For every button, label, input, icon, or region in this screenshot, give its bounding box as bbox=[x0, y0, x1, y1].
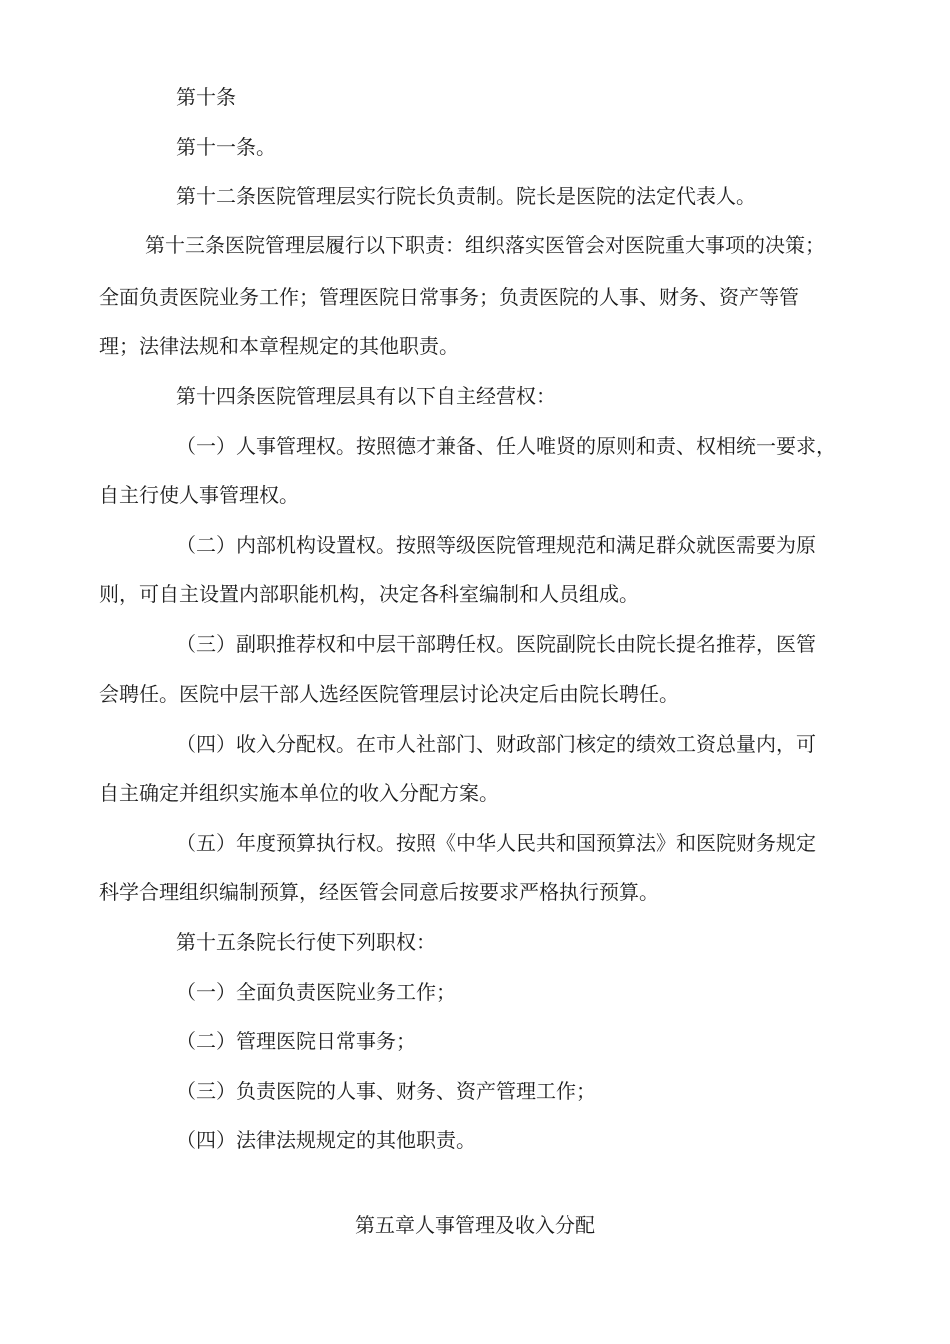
article-15-item-1: （一）全面负责医院业务工作； bbox=[176, 980, 456, 1004]
item-3-line-2: 会聘任。医院中层干部人选经医院管理层讨论决定后由院长聘任。 bbox=[99, 682, 679, 706]
item-3-line-1: （三）副职推荐权和中层干部聘任权。医院副院长由院长提名推荐，医管 bbox=[176, 632, 816, 656]
item-4-line-1: （四）收入分配权。在市人社部门、财政部门核定的绩效工资总量内，可 bbox=[176, 732, 816, 756]
article-12: 第十二条医院管理层实行院长负责制。院长是医院的法定代表人。 bbox=[176, 184, 756, 208]
article-10: 第十条 bbox=[176, 85, 236, 109]
item-5-line-2: 科学合理组织编制预算，经医管会同意后按要求严格执行预算。 bbox=[99, 880, 659, 904]
article-13-line-3: 理；法律法规和本章程规定的其他职责。 bbox=[99, 334, 459, 358]
article-15-item-3: （三）负责医院的人事、财务、资产管理工作； bbox=[176, 1079, 596, 1103]
item-1-line-2: 自主行使人事管理权。 bbox=[99, 483, 299, 507]
item-4-line-2: 自主确定并组织实施本单位的收入分配方案。 bbox=[99, 781, 499, 805]
article-13-line-2: 全面负责医院业务工作；管理医院日常事务；负责医院的人事、财务、资产等管 bbox=[99, 285, 799, 309]
chapter-heading: 第五章人事管理及收入分配 bbox=[355, 1213, 595, 1237]
article-11: 第十一条。 bbox=[176, 135, 276, 159]
article-14: 第十四条医院管理层具有以下自主经营权： bbox=[176, 384, 556, 408]
item-1-line-1: （一）人事管理权。按照德才兼备、任人唯贤的原则和责、权相统一要求， bbox=[176, 434, 836, 458]
item-2-line-2: 则，可自主设置内部职能机构，决定各科室编制和人员组成。 bbox=[99, 582, 639, 606]
article-15-item-2: （二）管理医院日常事务； bbox=[176, 1029, 416, 1053]
item-2-line-1: （二）内部机构设置权。按照等级医院管理规范和满足群众就医需要为原 bbox=[176, 533, 816, 557]
article-15: 第十五条院长行使下列职权： bbox=[176, 930, 436, 954]
article-13-line-1: 第十三条医院管理层履行以下职责：组织落实医管会对医院重大事项的决策； bbox=[145, 233, 825, 257]
article-15-item-4: （四）法律法规规定的其他职责。 bbox=[176, 1128, 476, 1152]
item-5-line-1: （五）年度预算执行权。按照《中华人民共和国预算法》和医院财务规定 bbox=[176, 831, 816, 855]
